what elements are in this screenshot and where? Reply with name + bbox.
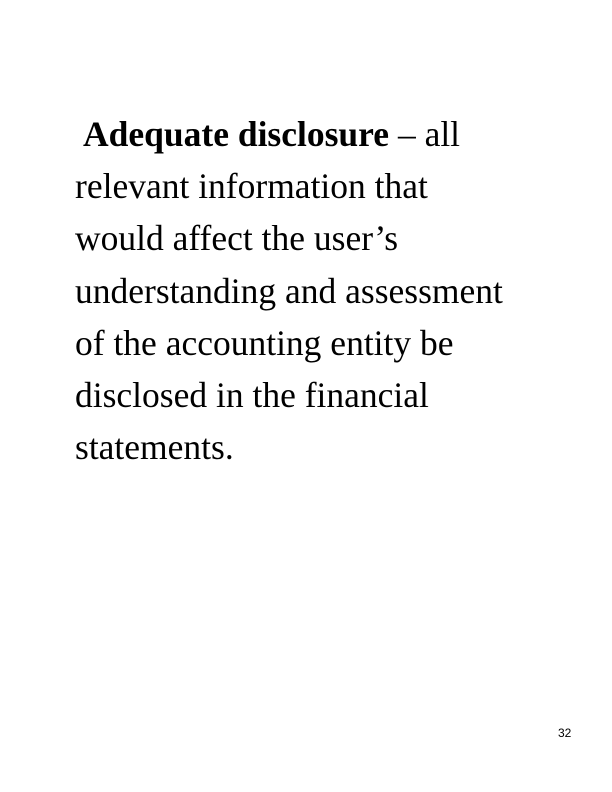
definition-line-1 xyxy=(75,108,575,160)
definition-line-6: disclosed in the financial xyxy=(75,375,429,416)
definition-line-2: relevant information that xyxy=(75,166,428,207)
page-number: 32 xyxy=(558,726,572,740)
definition-term: Adequate disclosure xyxy=(83,114,390,154)
definition-line-3: would affect the user’s xyxy=(75,218,399,259)
definition-line-5: of the accounting entity be xyxy=(75,322,454,363)
definition-line-4: understanding and assessment xyxy=(75,270,503,311)
definition-text xyxy=(75,108,575,473)
term-separator: – xyxy=(389,114,425,154)
definition-body-start: all xyxy=(424,114,461,154)
definition-line-7: statements. xyxy=(75,427,234,468)
